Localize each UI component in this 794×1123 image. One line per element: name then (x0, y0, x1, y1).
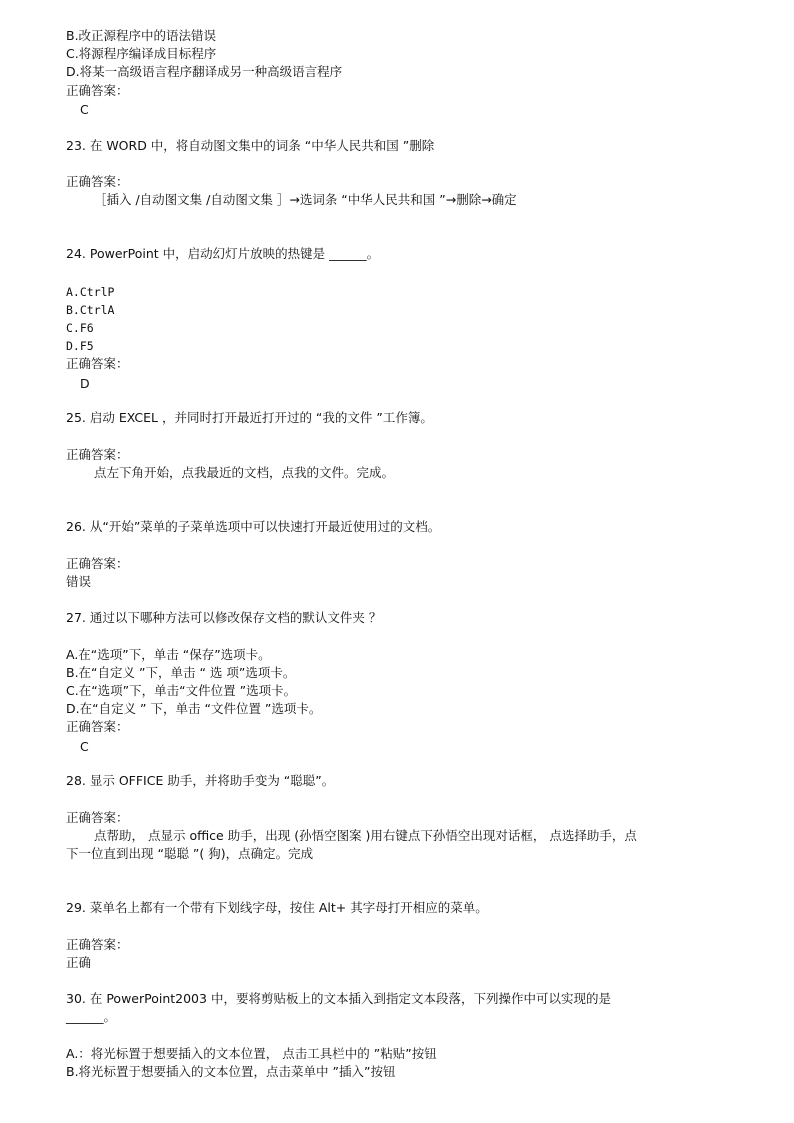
q27-option-b: B.在“自定义 ”下，单击 “ 选 项”选项卡。 (66, 665, 296, 680)
q28-answer-line2: 下一位直到出现 “聪聪 ”( 狗)，点确定。完成 (66, 846, 314, 861)
q28-answer-label: 正确答案： (66, 810, 129, 825)
q29-answer-label: 正确答案： (66, 937, 129, 952)
q27-answer: C (80, 739, 89, 754)
q27-answer-label: 正确答案： (66, 719, 129, 734)
q22-option-c: C.将源程序编译成目标程序 (66, 46, 217, 61)
q30-option-b: B.将光标置于想要插入的文本位置，点击菜单中 ”插入”按钮 (66, 1064, 396, 1079)
q30-question-line2: ______。 (66, 1009, 117, 1024)
q24-option-d: D.F5 (66, 339, 94, 353)
q27-option-d: D.在“自定义 ” 下，单击 “文件位置 ”选项卡。 (66, 701, 322, 716)
q29-question: 29. 菜单名上都有一个带有下划线字母，按住 Alt+ 其字母打开相应的菜单。 (66, 900, 488, 915)
q27-question: 27. 通过以下哪种方法可以修改保存文档的默认文件夹 ？ (66, 610, 382, 625)
q27-option-c: C.在“选项”下，单击“文件位置 ”选项卡。 (66, 683, 297, 698)
q27-option-a: A.在“选项”下，单击 “保存”选项卡。 (66, 647, 271, 662)
q30-question-line1: 30. 在 PowerPoint2003 中，要将剪贴板上的文本插入到指定文本段落，下列操作中可以实现的是 (66, 991, 611, 1006)
q24-option-c: C.F6 (66, 321, 94, 335)
q22-option-d: D.将某一高级语言程序翻译成另一种高级语言程序 (66, 64, 343, 79)
q23-answer: ［插入 /自动图文集 /自动图文集 ］→选词条 “中华人民共和国 ”→删除→确定 (94, 192, 517, 207)
q23-question: 23. 在 WORD 中，将自动图文集中的词条 “中华人民共和国 ”删除 (66, 138, 435, 153)
q26-answer: 错误 (66, 574, 92, 589)
q26-answer-label: 正确答案： (66, 556, 129, 571)
q28-question: 28. 显示 OFFICE 助手，并将助手变为 “聪聪”。 (66, 773, 335, 788)
q22-option-b: B.改正源程序中的语法错误 (66, 28, 217, 43)
q25-question: 25. 启动 EXCEL ，并同时打开最近打开过的 “我的文件 ”工作簿。 (66, 410, 433, 425)
q22-answer: C (80, 102, 89, 117)
q26-question: 26. 从“开始”菜单的子菜单选项中可以快速打开最近使用过的文档。 (66, 519, 441, 534)
q24-question: 24. PowerPoint 中，启动幻灯片放映的热键是 ______。 (66, 246, 380, 261)
q28-answer-line1: 点帮助， 点显示 office 助手，出现 (孙悟空图案 )用右键点下孙悟空出现对话框， 点选择助手，点 (94, 828, 637, 843)
q22-answer-label: 正确答案： (66, 83, 129, 98)
q29-answer: 正确 (66, 955, 92, 970)
q24-answer-label: 正确答案： (66, 356, 129, 371)
q30-option-a: A.：将光标置于想要插入的文本位置， 点击工具栏中的 ”粘贴”按钮 (66, 1046, 437, 1061)
q25-answer-label: 正确答案： (66, 447, 129, 462)
q24-answer: D (80, 376, 90, 391)
q24-option-b: B.CtrlA (66, 303, 115, 317)
q25-answer: 点左下角开始，点我最近的文档，点我的文件。完成。 (94, 465, 395, 480)
q23-answer-label: 正确答案： (66, 174, 129, 189)
q24-option-a: A.CtrlP (66, 285, 115, 299)
